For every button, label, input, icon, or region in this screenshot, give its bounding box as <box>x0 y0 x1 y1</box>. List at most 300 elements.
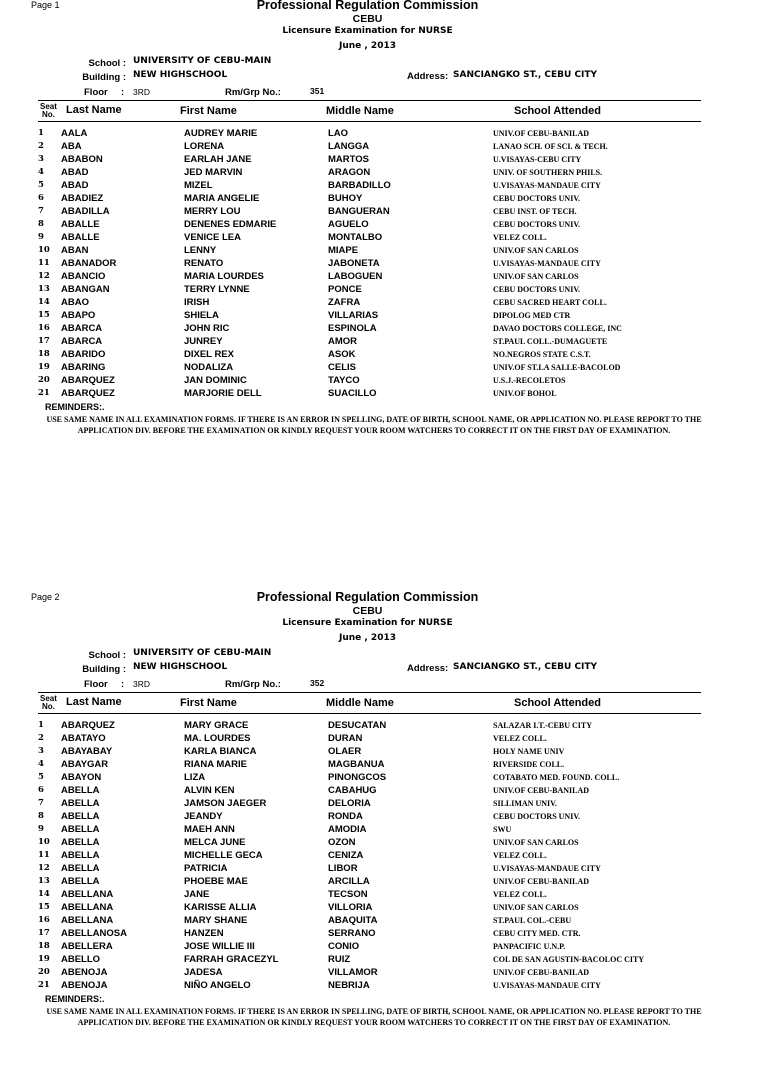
exam-heading: Licensure Examination for NURSE <box>282 26 453 36</box>
first-name: MARJORIE DELL <box>184 388 262 399</box>
table-row <box>0 980 768 993</box>
seat-number: 18 <box>38 349 50 359</box>
middle-name: DESUCATAN <box>328 720 387 731</box>
seat-number: 6 <box>38 785 44 795</box>
first-name: JAN DOMINIC <box>184 375 247 386</box>
school-attended: UNIV.OF SAN CARLOS <box>493 272 579 281</box>
middle-name: ABAQUITA <box>328 915 378 926</box>
floor-label: Floor <box>84 87 108 98</box>
table-row <box>0 954 768 967</box>
school-attended: U.VISAYAS-CEBU CITY <box>493 155 582 164</box>
table-row <box>0 863 768 876</box>
first-name: JED MARVIN <box>184 167 243 178</box>
table-row <box>0 876 768 889</box>
last-name: ABATAYO <box>61 733 106 744</box>
table-row <box>0 746 768 759</box>
seat-number: 15 <box>38 310 50 320</box>
seat-number: 9 <box>38 232 44 242</box>
table-row <box>0 785 768 798</box>
floor-label: Floor <box>84 679 108 690</box>
first-name: LENNY <box>184 245 217 256</box>
middle-name: RUIZ <box>328 954 351 965</box>
first-name: MARIA LOURDES <box>184 271 264 282</box>
table-row <box>0 128 768 141</box>
table-row <box>0 798 768 811</box>
middle-name: ARAGON <box>328 167 371 178</box>
school-attended: ST.PAUL COLL.-DUMAGUETE <box>493 337 608 346</box>
school-attended: UNIV. OF SOUTHERN PHILS. <box>493 168 603 177</box>
table-row <box>0 941 768 954</box>
middle-name: BUHOY <box>328 193 363 204</box>
last-name: ABADILLA <box>61 206 110 217</box>
last-name: ABAPO <box>61 310 96 321</box>
page-title: Professional Regulation Commission <box>256 590 479 604</box>
table-row <box>0 349 768 362</box>
seat-number: 5 <box>38 772 44 782</box>
school-attended: UNIV.OF CEBU-BANILAD <box>493 968 590 977</box>
last-name: ABALLE <box>61 232 100 243</box>
last-name: ABARING <box>61 362 106 373</box>
table-row <box>0 388 768 401</box>
school-attended: CEBU INST. OF TECH. <box>493 207 577 216</box>
first-name: JUNREY <box>184 336 223 347</box>
seat-number: 15 <box>38 902 50 912</box>
seat-number: 21 <box>38 980 50 990</box>
school-attended: LANAO SCH. OF SCI. & TECH. <box>493 142 608 151</box>
seat-number: 1 <box>38 128 44 138</box>
middle-name: MONTALBO <box>328 232 383 243</box>
first-name: RIANA MARIE <box>184 759 247 770</box>
seat-number: 21 <box>38 388 50 398</box>
seat-number: 3 <box>38 746 44 756</box>
address-value: SANCIANGKO ST., CEBU CITY <box>453 70 598 80</box>
city-heading: CEBU <box>352 605 383 617</box>
school-attended: VELEZ COLL. <box>493 734 547 743</box>
first-name-header: First Name <box>180 105 237 117</box>
last-name: ABENOJA <box>61 980 108 991</box>
last-name-header: Last Name <box>66 104 122 116</box>
seat-number: 17 <box>38 336 50 346</box>
table-row <box>0 336 768 349</box>
middle-name: CELIS <box>328 362 356 373</box>
table-row <box>0 824 768 837</box>
first-name: EARLAH JANE <box>184 154 252 165</box>
seat-number: 14 <box>38 889 50 899</box>
last-name: ABELLA <box>61 798 100 809</box>
first-name: MICHELLE GECA <box>184 850 263 861</box>
school-attended: PANPACIFIC U.N.P. <box>493 942 566 951</box>
table-row <box>0 720 768 733</box>
first-name: MA. LOURDES <box>184 733 251 744</box>
table-row <box>0 811 768 824</box>
first-name: JEANDY <box>184 811 223 822</box>
middle-name-header: Middle Name <box>326 697 394 709</box>
seat-number: 5 <box>38 180 44 190</box>
last-name: ABELLO <box>61 954 101 965</box>
table-row <box>0 141 768 154</box>
seat-number: 12 <box>38 863 50 873</box>
building-value: NEW HIGHSCHOOL <box>133 70 228 80</box>
seat-number: 1 <box>38 720 44 730</box>
table-row <box>0 375 768 388</box>
reminders-text: USE SAME NAME IN ALL EXAMINATION FORMS. IF THERE IS AN ERROR IN SPELLING, DATE OF BIRTH, SCHOOL NAME, OR APPLICATION NO. PLEASE REPORT TO THE APPLICATION DIV. BEFORE THE EXAMINATION OR KINDLY REQUEST YOUR ROOM WATCHERS TO CORRECT IT ON THE FIRST DAY OF EXAMINATION. <box>46 1007 702 1027</box>
seat-number: 11 <box>38 850 50 860</box>
seat-number: 9 <box>38 824 44 834</box>
last-name: ABELLANA <box>61 915 114 926</box>
seat-number: 3 <box>38 154 44 164</box>
school-attended: UNIV.OF CEBU-BANILAD <box>493 129 590 138</box>
school-attended: U.S.J.-RECOLETOS <box>493 376 566 385</box>
seat-header-top: Seat <box>40 102 57 111</box>
floor-colon: : <box>121 679 125 690</box>
last-name: ABARQUEZ <box>61 388 115 399</box>
school-attended: HOLY NAME UNIV <box>493 747 565 756</box>
middle-name: JABONETA <box>328 258 380 269</box>
first-name: VENICE LEA <box>184 232 242 243</box>
last-name: ABELLA <box>61 837 100 848</box>
school-attended-header: School Attended <box>514 697 601 709</box>
middle-name: VILLARIAS <box>328 310 379 321</box>
last-name: ABARCA <box>61 323 103 334</box>
last-name: ABELLA <box>61 850 100 861</box>
school-attended: U.VISAYAS-MANDAUE CITY <box>493 981 601 990</box>
middle-name: ARCILLA <box>328 876 370 887</box>
middle-name: LIBOR <box>328 863 358 874</box>
school-attended: SALAZAR I.T.-CEBU CITY <box>493 721 592 730</box>
table-row <box>0 902 768 915</box>
school-attended: VELEZ COLL. <box>493 890 547 899</box>
table-row <box>0 245 768 258</box>
first-name: MARY GRACE <box>184 720 249 731</box>
seat-number: 19 <box>38 362 50 372</box>
last-name: ABANADOR <box>61 258 117 269</box>
first-name: PATRICIA <box>184 863 228 874</box>
header-rule-top <box>38 100 701 101</box>
school-attended: COL DE SAN AGUSTIN-BACOLOC CITY <box>493 955 645 964</box>
first-name: NODALIZA <box>184 362 234 373</box>
building-label: Building : <box>82 664 126 675</box>
seat-number: 7 <box>38 798 44 808</box>
last-name: AALA <box>61 128 88 139</box>
seat-number: 16 <box>38 915 50 925</box>
middle-name: DELORIA <box>328 798 371 809</box>
last-name-header: Last Name <box>66 696 122 708</box>
table-row <box>0 284 768 297</box>
middle-name: OLAER <box>328 746 362 757</box>
seat-number: 14 <box>38 297 50 307</box>
last-name: ABAYON <box>61 772 102 783</box>
last-name: ABARCA <box>61 336 103 347</box>
middle-name: LABOGUEN <box>328 271 383 282</box>
school-attended: CEBU DOCTORS UNIV. <box>493 285 581 294</box>
page-number: Page 1 <box>31 0 60 10</box>
table-row <box>0 154 768 167</box>
last-name: ABAYABAY <box>61 746 113 757</box>
address-value: SANCIANGKO ST., CEBU CITY <box>453 662 598 672</box>
address-label: Address: <box>407 71 449 82</box>
header-rule-top <box>38 692 701 693</box>
table-row <box>0 889 768 902</box>
reminders-label: REMINDERS:. <box>45 402 105 412</box>
middle-name: ASOK <box>328 349 356 360</box>
seat-number: 20 <box>38 375 50 385</box>
middle-name: CENIZA <box>328 850 364 861</box>
last-name: ABAO <box>61 297 89 308</box>
first-name: LORENA <box>184 141 225 152</box>
last-name: ABELLANOSA <box>61 928 127 939</box>
first-name: JAMSON JAEGER <box>184 798 267 809</box>
school-attended-header: School Attended <box>514 105 601 117</box>
school-attended: COTABATO MED. FOUND. COLL. <box>493 773 620 782</box>
first-name: MAEH ANN <box>184 824 235 835</box>
exam-date: June , 2013 <box>338 633 396 643</box>
table-row <box>0 219 768 232</box>
table-row <box>0 759 768 772</box>
table-row <box>0 310 768 323</box>
school-attended: SWU <box>493 825 512 834</box>
middle-name: VILLORIA <box>328 902 373 913</box>
table-row <box>0 915 768 928</box>
school-attended: CEBU CITY MED. CTR. <box>493 929 581 938</box>
last-name: ABABON <box>61 154 103 165</box>
table-row <box>0 772 768 785</box>
table-row <box>0 967 768 980</box>
table-row <box>0 837 768 850</box>
first-name-header: First Name <box>180 697 237 709</box>
header-rule-bottom <box>38 713 701 714</box>
floor-colon: : <box>121 87 125 98</box>
first-name: MIZEL <box>184 180 213 191</box>
first-name: SHIELA <box>184 310 219 321</box>
middle-name: BANGUERAN <box>328 206 390 217</box>
seat-header-bottom: No. <box>42 110 55 119</box>
seat-number: 10 <box>38 245 50 255</box>
building-label: Building : <box>82 72 126 83</box>
school-attended: CEBU DOCTORS UNIV. <box>493 194 581 203</box>
table-row <box>0 258 768 271</box>
table-row <box>0 733 768 746</box>
last-name: ABA <box>61 141 82 152</box>
middle-name: TECSON <box>328 889 368 900</box>
seat-header-top: Seat <box>40 694 57 703</box>
first-name: JOHN RIC <box>184 323 230 334</box>
first-name: KARISSE ALLIA <box>184 902 257 913</box>
room-value: 352 <box>310 678 325 688</box>
first-name: IRISH <box>184 297 210 308</box>
address-label: Address: <box>407 663 449 674</box>
last-name: ABELLERA <box>61 941 113 952</box>
examinee-table <box>0 128 768 401</box>
school-attended: U.VISAYAS-MANDAUE CITY <box>493 259 601 268</box>
middle-name: LANGGA <box>328 141 370 152</box>
first-name: PHOEBE MAE <box>184 876 248 887</box>
middle-name: CABAHUG <box>328 785 377 796</box>
table-row <box>0 206 768 219</box>
seat-number: 4 <box>38 759 44 769</box>
table-row <box>0 297 768 310</box>
school-value: UNIVERSITY OF CEBU-MAIN <box>133 56 272 66</box>
middle-name: RONDA <box>328 811 363 822</box>
table-row <box>0 271 768 284</box>
school-attended: ST.PAUL COL.-CEBU <box>493 916 572 925</box>
middle-name: SUACILLO <box>328 388 377 399</box>
first-name: ALVIN KEN <box>184 785 235 796</box>
seat-number: 19 <box>38 954 50 964</box>
first-name: JOSE WILLIE III <box>184 941 255 952</box>
table-row <box>0 362 768 375</box>
exam-date: June , 2013 <box>338 41 396 51</box>
first-name: NIÑO ANGELO <box>184 980 251 991</box>
seat-number: 7 <box>38 206 44 216</box>
school-attended: VELEZ COLL. <box>493 851 547 860</box>
first-name: MELCA JUNE <box>184 837 246 848</box>
first-name: DIXEL REX <box>184 349 234 360</box>
last-name: ABELLA <box>61 824 100 835</box>
first-name: AUDREY MARIE <box>184 128 258 139</box>
seat-column-header <box>40 695 57 711</box>
room-label: Rm/Grp No.: <box>225 87 281 98</box>
last-name: ABAD <box>61 180 89 191</box>
middle-name: NEBRIJA <box>328 980 370 991</box>
middle-name: CONIO <box>328 941 360 952</box>
first-name: KARLA BIANCA <box>184 746 257 757</box>
school-attended: NO.NEGROS STATE C.S.T. <box>493 350 591 359</box>
last-name: ABELLANA <box>61 889 114 900</box>
seat-number: 16 <box>38 323 50 333</box>
school-attended: UNIV.OF SAN CARLOS <box>493 246 579 255</box>
middle-name: OZON <box>328 837 356 848</box>
table-row <box>0 193 768 206</box>
seat-number: 8 <box>38 219 44 229</box>
first-name: FARRAH GRACEZYL <box>184 954 279 965</box>
floor-value: 3RD <box>133 679 151 689</box>
first-name: LIZA <box>184 772 206 783</box>
first-name: MERRY LOU <box>184 206 241 217</box>
middle-name: AGUELO <box>328 219 369 230</box>
first-name: MARIA ANGELIE <box>184 193 260 204</box>
seat-number: 2 <box>38 733 44 743</box>
seat-number: 6 <box>38 193 44 203</box>
last-name: ABARQUEZ <box>61 720 115 731</box>
seat-number: 18 <box>38 941 50 951</box>
last-name: ABAD <box>61 167 89 178</box>
last-name: ABALLE <box>61 219 100 230</box>
seat-number: 12 <box>38 271 50 281</box>
exam-heading: Licensure Examination for NURSE <box>282 618 453 628</box>
seat-number: 4 <box>38 167 44 177</box>
last-name: ABANCIO <box>61 271 106 282</box>
room-value: 351 <box>310 86 325 96</box>
school-attended: UNIV.OF BOHOL <box>493 389 557 398</box>
last-name: ABAN <box>61 245 89 256</box>
school-attended: UNIV.OF ST.LA SALLE-BACOLOD <box>493 363 621 372</box>
seat-number: 2 <box>38 141 44 151</box>
seat-number: 8 <box>38 811 44 821</box>
last-name: ABARQUEZ <box>61 375 115 386</box>
school-attended: U.VISAYAS-MANDAUE CITY <box>493 864 601 873</box>
first-name: JADESA <box>184 967 223 978</box>
middle-name: SERRANO <box>328 928 376 939</box>
first-name: RENATO <box>184 258 224 269</box>
reminders-text: USE SAME NAME IN ALL EXAMINATION FORMS. IF THERE IS AN ERROR IN SPELLING, DATE OF BIRTH, SCHOOL NAME, OR APPLICATION NO. PLEASE REPORT TO THE APPLICATION DIV. BEFORE THE EXAMINATION OR KINDLY REQUEST YOUR ROOM WATCHERS TO CORRECT IT ON THE FIRST DAY OF EXAMINATION. <box>46 415 702 435</box>
seat-number: 11 <box>38 258 50 268</box>
middle-name: BARBADILLO <box>328 180 391 191</box>
last-name: ABENOJA <box>61 967 108 978</box>
middle-name: TAYCO <box>328 375 360 386</box>
school-attended: VELEZ COLL. <box>493 233 547 242</box>
city-heading: CEBU <box>352 13 383 25</box>
last-name: ABELLA <box>61 785 100 796</box>
last-name: ABAYGAR <box>61 759 109 770</box>
last-name: ABADIEZ <box>61 193 104 204</box>
middle-name: MIAPE <box>328 245 359 256</box>
school-attended: CEBU DOCTORS UNIV. <box>493 812 581 821</box>
building-value: NEW HIGHSCHOOL <box>133 662 228 672</box>
middle-name: AMOR <box>328 336 358 347</box>
school-label: School : <box>88 58 126 69</box>
middle-name: PINONGCOS <box>328 772 387 783</box>
school-attended: UNIV.OF CEBU-BANILAD <box>493 786 590 795</box>
seat-header-bottom: No. <box>42 702 55 711</box>
middle-name: MARTOS <box>328 154 369 165</box>
page-title: Professional Regulation Commission <box>256 0 479 12</box>
seat-number: 10 <box>38 837 50 847</box>
school-attended: U.VISAYAS-MANDAUE CITY <box>493 181 601 190</box>
last-name: ABELLANA <box>61 902 114 913</box>
last-name: ABANGAN <box>61 284 110 295</box>
page-number: Page 2 <box>31 592 60 602</box>
header-rule-bottom <box>38 121 701 122</box>
school-attended: UNIV.OF SAN CARLOS <box>493 838 579 847</box>
table-row <box>0 167 768 180</box>
school-attended: RIVERSIDE COLL. <box>493 760 565 769</box>
first-name: DENENES EDMARIE <box>184 219 277 230</box>
table-row <box>0 850 768 863</box>
table-row <box>0 323 768 336</box>
document-page-2 <box>0 592 768 1072</box>
school-value: UNIVERSITY OF CEBU-MAIN <box>133 648 272 658</box>
last-name: ABELLA <box>61 863 100 874</box>
reminders-label: REMINDERS:. <box>45 994 105 1004</box>
middle-name-header: Middle Name <box>326 105 394 117</box>
school-attended: DIPOLOG MED CTR <box>493 311 571 320</box>
school-label: School : <box>88 650 126 661</box>
school-attended: SILLIMAN UNIV. <box>493 799 557 808</box>
seat-number: 20 <box>38 967 50 977</box>
middle-name: ZAFRA <box>328 297 361 308</box>
seat-column-header <box>40 103 57 119</box>
document-page-1 <box>0 0 768 480</box>
first-name: JANE <box>184 889 210 900</box>
seat-number: 13 <box>38 284 50 294</box>
floor-value: 3RD <box>133 87 151 97</box>
last-name: ABELLA <box>61 811 100 822</box>
school-attended: CEBU SACRED HEART COLL. <box>493 298 607 307</box>
first-name: HANZEN <box>184 928 224 939</box>
school-attended: DAVAO DOCTORS COLLEGE, INC <box>493 324 622 333</box>
seat-number: 13 <box>38 876 50 886</box>
school-attended: UNIV.OF SAN CARLOS <box>493 903 579 912</box>
seat-number: 17 <box>38 928 50 938</box>
examinee-table <box>0 720 768 993</box>
last-name: ABELLA <box>61 876 100 887</box>
room-label: Rm/Grp No.: <box>225 679 281 690</box>
table-row <box>0 928 768 941</box>
table-row <box>0 180 768 193</box>
school-attended: UNIV.OF CEBU-BANILAD <box>493 877 590 886</box>
middle-name: MAGBANUA <box>328 759 385 770</box>
middle-name: VILLAMOR <box>328 967 378 978</box>
